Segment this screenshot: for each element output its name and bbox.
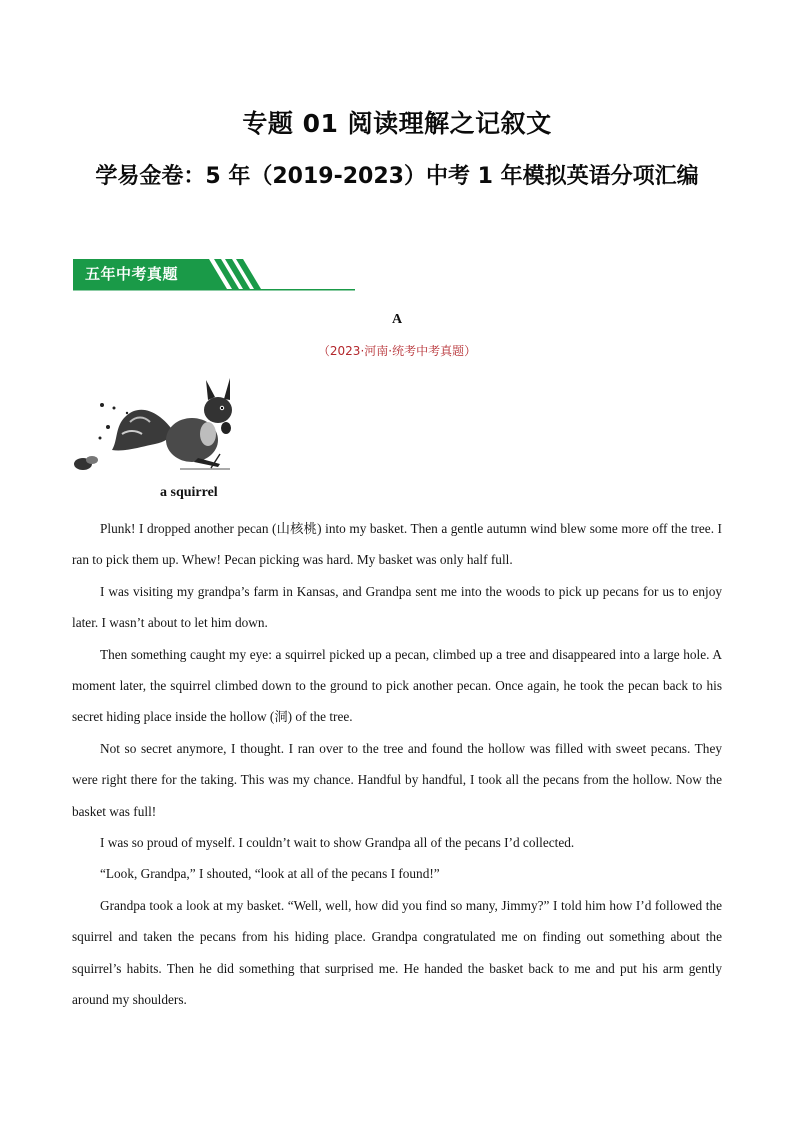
- paragraph: Plunk! I dropped another pecan (山核桃) into my basket. Then a gentle autumn wind blew some more off the tree. I ran to pick them up. Whew! Pecan picking was hard. My basket was only half full.: [72, 521, 722, 568]
- passage-body: [72, 513, 722, 1016]
- page-title: 专题 01 阅读理解之记叙文: [242, 109, 552, 138]
- paragraph: Grandpa took a look at my basket. “Well, well, how did you find so many, Jimmy?” I told him how I’d followed the squirrel and taken the pecans from his hiding place. Grandpa congratulated me on finding out something about the squirrel’s habits. Then he did something that surprised me. He handed the basket back to me and put his arm gently around my shoulders.: [72, 897, 722, 1008]
- passage-source: （2023·河南·统考中考真题）: [317, 344, 477, 358]
- paragraph: I was so proud of myself. I couldn’t wait to show Grandpa all of the pecans I’d collected.: [100, 835, 575, 851]
- image-caption: a squirrel: [160, 485, 218, 500]
- section-banner: [73, 257, 355, 291]
- section-label: 五年中考真题: [85, 265, 179, 283]
- page-subtitle: 学易金卷：5 年（2019-2023）中考 1 年模拟英语分项汇编: [95, 164, 699, 189]
- squirrel-illustration: [70, 372, 250, 487]
- passage-letter: A: [391, 312, 403, 327]
- paragraph: Then something caught my eye: a squirrel picked up a pecan, climbed up a tree and disappeared into a large hole. A moment later, the squirrel climbed down to the ground to pick another pecan. Once again, he took the pecan back to his secret hiding place inside the hollow (洞) of the tree.: [72, 646, 722, 725]
- paragraph: Not so secret anymore, I thought. I ran over to the tree and found the hollow was filled with sweet pecans. They were right there for the taking. This was my chance. Handful by handful, I took all the pecans from the hollow. Now the basket was full!: [72, 740, 722, 819]
- paragraph: I was visiting my grandpa’s farm in Kansas, and Grandpa sent me into the woods to pick up pecans for us to enjoy later. I wasn’t about to let him down.: [72, 583, 722, 631]
- squirrel-figure: [70, 372, 250, 502]
- paragraph: “Look, Grandpa,” I shouted, “look at all of the pecans I found!”: [100, 866, 440, 882]
